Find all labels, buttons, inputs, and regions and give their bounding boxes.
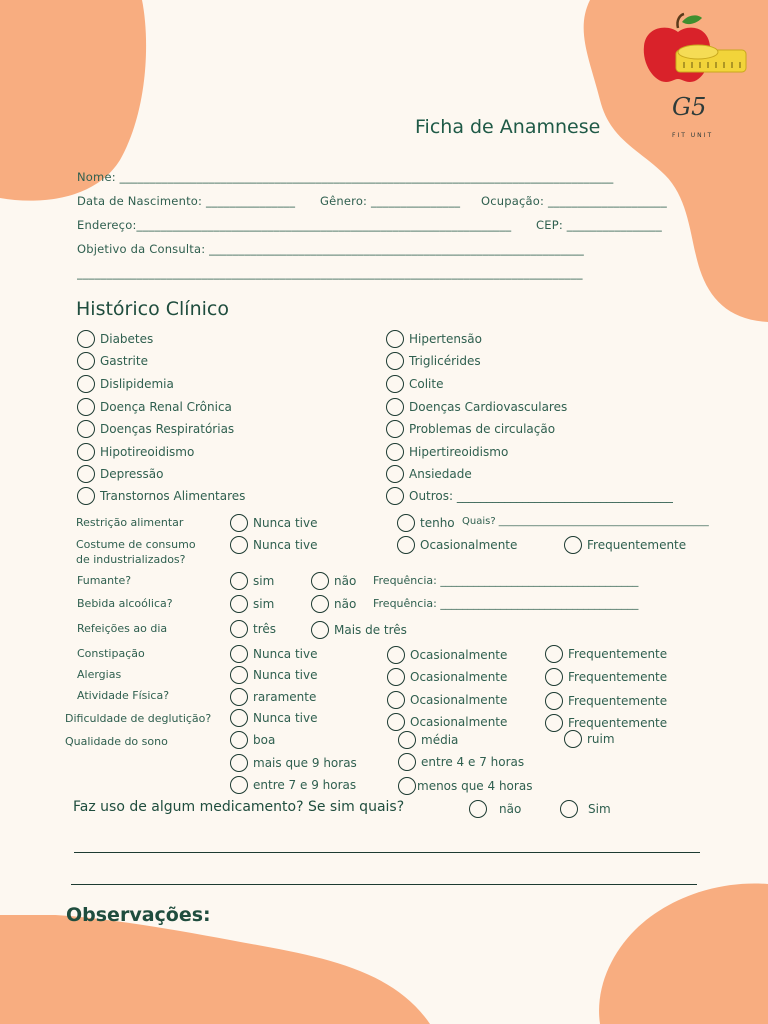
restricao-quais[interactable]: Quais? __________________________________________ <box>462 516 709 527</box>
radio-circle[interactable] <box>311 621 329 639</box>
option-label: entre 7 e 9 horas <box>253 778 357 792</box>
sono-7-9[interactable] <box>230 776 356 794</box>
option-label: Ocasionalmente <box>410 693 508 707</box>
option-label: Frequentemente <box>568 647 668 661</box>
sono-4-7[interactable] <box>398 753 524 771</box>
radio-circle[interactable] <box>77 398 95 416</box>
option-label: Ocasionalmente <box>410 648 508 662</box>
radio-circle[interactable] <box>386 398 404 416</box>
option-label: entre 4 e 7 horas <box>421 755 525 769</box>
option-label: Ocasionalmente <box>410 670 508 684</box>
option-label: tenho <box>420 516 455 530</box>
option-label: Hipertireoidismo <box>409 445 509 459</box>
industrializados-ocasional[interactable] <box>397 536 517 554</box>
page-title: Ficha de Anamnese <box>415 116 601 138</box>
checkbox-diabetes[interactable] <box>77 330 153 348</box>
radio-circle[interactable] <box>77 375 95 393</box>
radio-circle[interactable] <box>230 709 248 727</box>
option-label: não <box>499 802 522 816</box>
atividade-label: Atividade Física? <box>77 689 170 702</box>
objetivo-cont-field[interactable]: _____________________________________________________________________________________ <box>77 266 583 280</box>
option-label: Frequentemente <box>568 716 668 730</box>
restricao-nunca[interactable] <box>230 514 317 532</box>
radio-circle[interactable] <box>77 443 95 461</box>
checkbox-colite[interactable] <box>386 375 443 393</box>
radio-circle[interactable] <box>386 352 404 370</box>
genero-field[interactable]: Gênero: _______________ <box>320 194 461 208</box>
sono-ruim[interactable] <box>564 730 615 748</box>
checkbox-dislipidemia[interactable] <box>77 375 174 393</box>
option-label: mais que 9 horas <box>253 756 357 770</box>
option-label: Hipertensão <box>409 332 482 346</box>
cep-field[interactable]: CEP: ________________ <box>536 218 662 232</box>
option-label: Transtornos Alimentares <box>100 489 246 503</box>
option-label: Colite <box>409 377 444 391</box>
medicamento-nao[interactable] <box>469 800 521 818</box>
bebida-label: Bebida alcoólica? <box>77 597 173 610</box>
option-label: Ansiedade <box>409 467 472 481</box>
radio-circle[interactable] <box>230 572 248 590</box>
radio-circle[interactable] <box>230 645 248 663</box>
option-label: Sim <box>588 802 611 816</box>
constipacao-label: Constipação <box>77 647 145 660</box>
medicamento-question: Faz uso de algum medicamento? Se sim quais? <box>73 799 405 815</box>
option-label: Problemas de circulação <box>409 422 556 436</box>
radio-circle[interactable] <box>386 375 404 393</box>
sono-label: Qualidade do sono <box>65 735 168 748</box>
historico-title: Histórico Clínico <box>76 298 229 320</box>
radio-circle[interactable] <box>386 465 404 483</box>
radio-circle[interactable] <box>230 688 248 706</box>
constipacao-ocasional[interactable] <box>387 646 507 664</box>
alergias-label: Alergias <box>77 668 122 681</box>
radio-circle[interactable] <box>545 668 563 686</box>
radio-circle[interactable] <box>230 595 248 613</box>
radio-circle[interactable] <box>564 730 582 748</box>
option-label: sim <box>253 574 275 588</box>
atividade-frequente[interactable] <box>545 692 667 710</box>
radio-circle[interactable] <box>387 646 405 664</box>
radio-circle[interactable] <box>230 776 248 794</box>
medicamento-line-2[interactable] <box>71 884 697 885</box>
alergias-nunca[interactable] <box>230 666 317 684</box>
apple-icon <box>640 12 750 87</box>
option-label: Outros: ____________________________________ <box>409 489 673 503</box>
option-label: Depressão <box>100 467 164 481</box>
radio-circle[interactable] <box>77 420 95 438</box>
option-label: Nunca tive <box>253 538 318 552</box>
checkbox-hipotireoidismo[interactable] <box>77 443 194 461</box>
radio-circle[interactable] <box>311 572 329 590</box>
option-label: não <box>334 597 357 611</box>
radio-circle[interactable] <box>230 620 248 638</box>
radio-circle[interactable] <box>564 536 582 554</box>
option-label: sim <box>253 597 275 611</box>
radio-circle[interactable] <box>386 330 404 348</box>
radio-circle[interactable] <box>398 753 416 771</box>
fumante-frequencia[interactable]: Frequência: ____________________________________ <box>373 574 639 587</box>
industrializados-label-1: Costume de consumo <box>76 538 196 551</box>
checkbox-ansiedade[interactable] <box>386 465 472 483</box>
option-label: Doenças Cardiovasculares <box>409 400 568 414</box>
radio-circle[interactable] <box>386 420 404 438</box>
option-label: Ocasionalmente <box>410 715 508 729</box>
radio-circle[interactable] <box>560 800 578 818</box>
option-label: Nunca tive <box>253 668 318 682</box>
sono-boa[interactable] <box>230 731 275 749</box>
restricao-tenho[interactable] <box>397 514 455 532</box>
constipacao-frequente[interactable] <box>545 645 667 663</box>
industrializados-nunca[interactable] <box>230 536 317 554</box>
atividade-raramente[interactable] <box>230 688 316 706</box>
fumante-nao[interactable] <box>311 572 356 590</box>
option-label: Frequentemente <box>568 694 668 708</box>
degluticao-nunca[interactable] <box>230 709 317 727</box>
alergias-ocasional[interactable] <box>387 668 507 686</box>
checkbox-respiratorias[interactable] <box>77 420 234 438</box>
radio-circle[interactable] <box>397 514 415 532</box>
industrializados-label-2: de industrializados? <box>76 553 186 566</box>
checkbox-circulacao[interactable] <box>386 420 555 438</box>
option-label: Nunca tive <box>253 711 318 725</box>
radio-circle[interactable] <box>398 731 416 749</box>
radio-circle[interactable] <box>311 595 329 613</box>
option-label: Mais de três <box>334 623 407 637</box>
option-label: Doenças Respiratórias <box>100 422 235 436</box>
radio-circle[interactable] <box>77 465 95 483</box>
radio-circle[interactable] <box>77 352 95 370</box>
degluticao-label: Dificuldade de deglutição? <box>65 712 212 725</box>
radio-circle[interactable] <box>230 731 248 749</box>
option-label: Dislipidemia <box>100 377 174 391</box>
bebida-frequencia[interactable]: Frequência: ____________________________________ <box>373 597 639 610</box>
restricao-label: Restrição alimentar <box>76 516 184 529</box>
radio-circle[interactable] <box>397 536 415 554</box>
observacoes-title: Observações: <box>66 904 211 926</box>
medicamento-line-1[interactable] <box>74 852 700 853</box>
radio-circle[interactable] <box>398 777 416 795</box>
radio-circle[interactable] <box>230 514 248 532</box>
radio-circle[interactable] <box>545 692 563 710</box>
option-label: Hipotireoidismo <box>100 445 195 459</box>
option-label: raramente <box>253 690 317 704</box>
checkbox-transtornos[interactable] <box>77 487 245 505</box>
radio-circle[interactable] <box>469 800 487 818</box>
radio-circle[interactable] <box>387 691 405 709</box>
checkbox-triglicerides[interactable] <box>386 352 481 370</box>
checkbox-hipertensao[interactable] <box>386 330 482 348</box>
option-label: Frequentemente <box>587 538 687 552</box>
checkbox-renal[interactable] <box>77 398 232 416</box>
option-label: Ocasionalmente <box>420 538 518 552</box>
radio-circle[interactable] <box>77 487 95 505</box>
refeicoes-label: Refeições ao dia <box>77 622 168 635</box>
sono-media[interactable] <box>398 731 458 749</box>
radio-circle[interactable] <box>545 645 563 663</box>
option-label: boa <box>253 733 276 747</box>
radio-circle[interactable] <box>230 666 248 684</box>
nascimento-field[interactable]: Data de Nascimento: _______________ <box>77 194 296 208</box>
industrializados-frequente[interactable] <box>564 536 686 554</box>
degluticao-ocasional[interactable] <box>387 713 507 731</box>
fumante-label: Fumante? <box>77 574 132 587</box>
radio-circle[interactable] <box>230 754 248 772</box>
medicamento-sim[interactable] <box>560 800 611 818</box>
nome-field[interactable]: Nome: ___________________________________________________________________________________ <box>77 170 614 184</box>
option-label: não <box>334 574 357 588</box>
option-label: Frequentemente <box>568 670 668 684</box>
option-label: Nunca tive <box>253 647 318 661</box>
option-label: Triglicérides <box>409 354 481 368</box>
option-label: média <box>421 733 459 747</box>
radio-circle[interactable] <box>77 330 95 348</box>
option-label: Nunca tive <box>253 516 318 530</box>
atividade-ocasional[interactable] <box>387 691 507 709</box>
option-label: Gastrite <box>100 354 148 368</box>
logo-text: G5 <box>672 93 707 121</box>
checkbox-outros[interactable] <box>386 487 688 505</box>
logo-subtext: FIT UNIT <box>672 132 714 139</box>
option-label: Doença Renal Crônica <box>100 400 232 414</box>
radio-circle[interactable] <box>386 443 404 461</box>
refeicoes-mais[interactable] <box>311 621 407 639</box>
checkbox-depressao[interactable] <box>77 465 164 483</box>
bottom-right-blob <box>595 880 768 1024</box>
radio-circle[interactable] <box>387 668 405 686</box>
bottom-left-blob <box>0 915 440 1024</box>
objetivo-field[interactable]: Objetivo da Consulta: _______________________________________________________________ <box>77 242 584 256</box>
radio-circle[interactable] <box>387 713 405 731</box>
checkbox-gastrite[interactable] <box>77 352 148 370</box>
sono-menos-4[interactable] <box>398 777 532 795</box>
sono-mais-9[interactable] <box>230 754 357 772</box>
checkbox-hipertireoidismo[interactable] <box>386 443 508 461</box>
radio-circle[interactable] <box>386 487 404 505</box>
option-label: ruim <box>587 732 615 746</box>
constipacao-nunca[interactable] <box>230 645 317 663</box>
checkbox-cardiovasculares[interactable] <box>386 398 567 416</box>
option-label: três <box>253 622 277 636</box>
bebida-sim[interactable] <box>230 595 274 613</box>
alergias-frequente[interactable] <box>545 668 667 686</box>
option-label: Diabetes <box>100 332 154 346</box>
radio-circle[interactable] <box>230 536 248 554</box>
endereco-field[interactable]: Endereço:_______________________________________________________________ <box>77 218 512 232</box>
radio-circle[interactable] <box>545 714 563 732</box>
bebida-nao[interactable] <box>311 595 356 613</box>
ocupacao-field[interactable]: Ocupação: ____________________ <box>481 194 667 208</box>
refeicoes-tres[interactable] <box>230 620 276 638</box>
fumante-sim[interactable] <box>230 572 274 590</box>
option-label: menos que 4 horas <box>417 779 533 793</box>
